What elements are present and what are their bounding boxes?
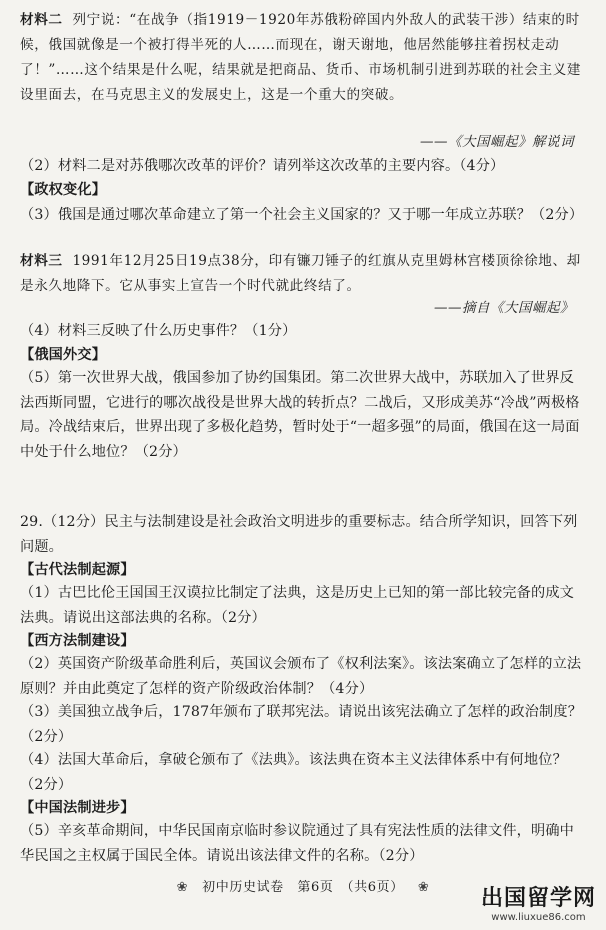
section-western-law: 【西方法制建设】 [20,633,135,649]
question-29-1: （1）古巴比伦王国国王汉谟拉比制定了法典，这是历史上已知的第一部比较完备的成文法典。请说出这部法典的名称。（2分） [20,585,575,626]
material-2 [20,8,586,108]
question-29-3: （3）美国独立战争后，1787年颁布了联邦宪法。请说出该宪法确立了怎样的政治制度？（2分） [20,704,583,745]
question-29-2: （2）英国资产阶级革命胜利后，英国议会颁布了《权利法案》。该法案确立了怎样的立法原则？并由此奠定了怎样的资产阶级政治体制？（4分） [20,656,582,697]
material-2-source: ——《大国崛起》解说词 [420,134,574,150]
material-3-source: ——摘自《大国崛起》 [434,300,574,316]
question-29: 29.（12分）民主与法制建设是社会政治文明进步的重要标志。结合所学知识，回答下列问题。 [20,514,578,555]
material-3-text: 1991年12月25日19点38分，印有镰刀锤子的红旗从克里姆林宫楼顶徐徐地、却是永久地降下。它从事实上宣告一个时代就此终结了。 [20,253,581,294]
material-2-label: 材料二 [20,12,63,28]
material-3-label: 材料三 [20,253,63,269]
watermark-title: 出国留学网 [480,886,596,911]
question-3: （3）俄国是通过哪次革命建立了第一个社会主义国家的？又于哪一年成立苏联？（2分） [20,207,584,223]
material-2-text: 列宁说：“在战争（指1919－1920年苏俄粉碎国内外敌人的武装干涉）结束的时候，俄国就像是一个被打得半死的人……而现在，谢天谢地，他居然能够拄着拐杖走动了！”……这个结果是什么呢，结果就是把商品、货币、市场机制引进到苏联的社会主义建设里面去，在马克思主义的发展史上，这是一个重大的突破。 [20,12,582,103]
section-ancient-law: 【古代法制起源】 [20,562,135,578]
section-diplomacy: 【俄国外交】 [20,347,107,363]
question-4: （4）材料三反映了什么历史事件？（1分） [20,323,297,339]
question-29-5: （5）辛亥革命期间，中华民国南京临时参议院通过了具有宪法性质的法律文件，明确中华民国之主权属于国民全体。请说出该法律文件的名称。（2分） [20,823,575,864]
material-3 [20,249,586,299]
flower-ornament-icon: ❀ [417,880,430,895]
section-political-change: 【政权变化】 [20,182,107,198]
flower-ornament-icon: ❀ [176,880,189,895]
footer-text: 初中历史试卷 第6页 （共6页） [202,880,404,895]
watermark-url: www.liuxue86.com [491,912,586,923]
question-5: （5）第一次世界大战，俄国参加了协约国集团。第二次世界大战中，苏联加入了世界反法西斯同盟，它进行的哪次战役是世界大战的转折点？二战后，又形成美苏“冷战”两极格局。冷战结束后，世界出现了多极化趋势，暂时处于“一超多强”的局面，俄国在这一局面中处于什么地位？（2分） [20,370,580,460]
question-29-4: （4）法国大革命后，拿破仑颁布了《法典》。该法典在资本主义法律体系中有何地位？（2分） [20,752,567,793]
watermark [481,886,596,924]
question-2: （2）材料二是对苏俄哪次改革的评价？请列举这次改革的主要内容。（4分） [20,158,505,174]
section-china-law: 【中国法制进步】 [20,800,135,816]
